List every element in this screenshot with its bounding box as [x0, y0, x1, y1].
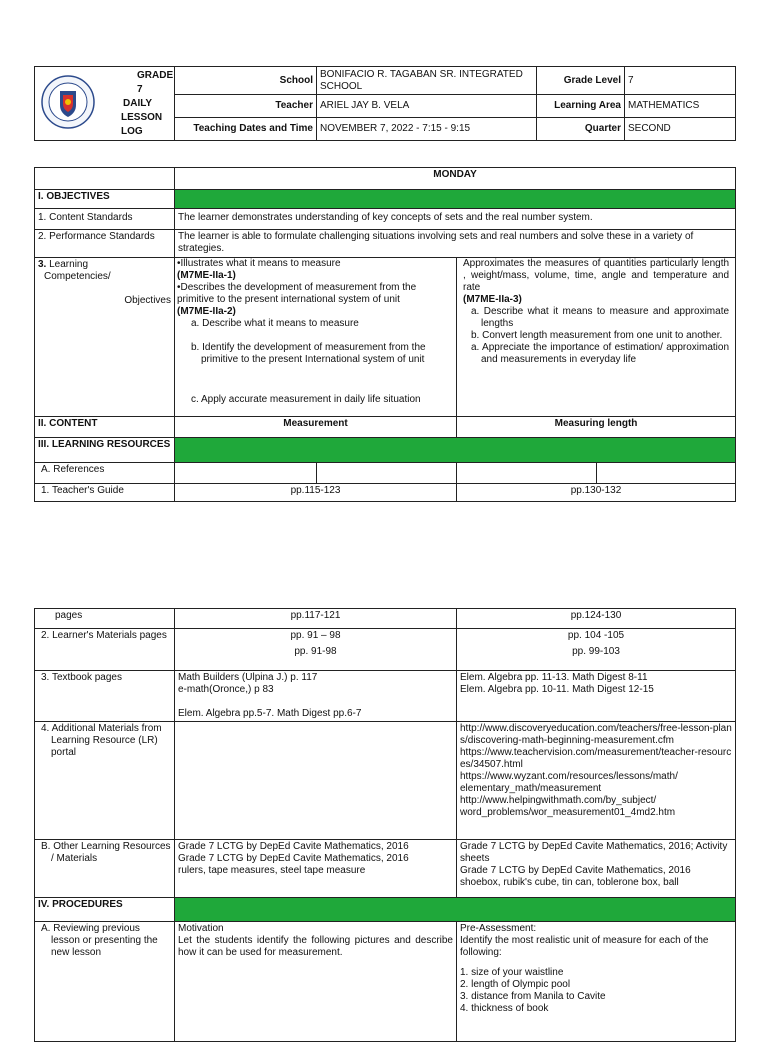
- link-teachervision[interactable]: https://www.teachervision.com/measurement/teacher-resources/34507.html: [460, 747, 732, 770]
- competencies-num: 3.: [38, 259, 47, 270]
- additional-materials-label: 4. Additional Materials from Learning Resource (LR) portal: [35, 722, 175, 840]
- review-right-1: Pre-Assessment:: [460, 923, 537, 934]
- review-right-2: Identify the most realistic unit of measure for each of the following:: [460, 935, 709, 958]
- olr-right-1: Grade 7 LCTG by DepEd Cavite Mathematics, 2016; Activity sheets: [460, 841, 728, 864]
- references-label: A. References: [35, 463, 175, 484]
- competencies-right: [457, 258, 736, 417]
- review-item: 1. size of your waistline: [460, 967, 564, 978]
- competency-code-1: (M7ME-IIa-1): [177, 270, 236, 281]
- learning-area-label: Learning Area: [537, 95, 625, 118]
- learners-materials-label: 2. Learner's Materials pages: [35, 629, 175, 671]
- learning-area-value: MATHEMATICS: [625, 95, 736, 118]
- objectives-green-bar: [175, 190, 736, 209]
- competency-code-2: (M7ME-IIa-2): [177, 306, 236, 317]
- content-right: Measuring length: [457, 417, 736, 438]
- olr-left-1: Grade 7 LCTG by DepEd Cavite Mathematics, 2016: [178, 841, 409, 852]
- header-grade: GRADE 7: [137, 70, 174, 95]
- blank-cell: [175, 463, 317, 484]
- objectives-heading: I. OBJECTIVES: [35, 190, 175, 209]
- dates-label: Teaching Dates and Time: [175, 118, 317, 141]
- competency-bullet-1: •Illustrates what it means to measure: [177, 258, 341, 269]
- review-item: 4. thickness of book: [460, 1003, 549, 1014]
- teachers-guide-right: pp.130-132: [457, 484, 736, 502]
- performance-standards-value: The learner is able to formulate challenging situations involving sets and real numbers and solve these in a variety of strategies.: [175, 230, 736, 258]
- blank-cell: [175, 722, 457, 840]
- objective-b: b. Identify the development of measurement from the primitive to the present International system of unit: [191, 342, 426, 365]
- review-left-2: Let the students identify the following pictures and describe how it can be used for measurement.: [178, 935, 453, 958]
- lm-right-2: pp. 99-103: [572, 646, 620, 657]
- blank-cell: [317, 463, 457, 484]
- link-helpingwithmath[interactable]: http://www.helpingwithmath.com/by_subject/ word_problems/wor_measurement01_4md2.htm: [460, 795, 676, 818]
- resources-heading: III. LEARNING RESOURCES: [35, 438, 175, 463]
- lesson-table-page2: [34, 608, 736, 1042]
- objective-a: a. Describe what it means to measure: [191, 318, 359, 329]
- competencies-label-1: Learning: [46, 259, 89, 270]
- competency-bullet-2: •Describes the development of measurement from the primitive to the present international system of unit: [177, 282, 417, 305]
- lesson-table-page1: [34, 167, 736, 502]
- teachers-guide-label: 1. Teacher's Guide: [35, 484, 175, 502]
- olr-left-3: rulers, tape measures, steel tape measure: [178, 865, 366, 876]
- objective-right-b: b. Convert length measurement from one unit to another.: [471, 330, 723, 341]
- link-discoveryeducation[interactable]: http://www.discoveryeducation.com/teachers/free-lesson-plans/discovering-math-beginning-measurement.cfm: [460, 723, 732, 746]
- school-value: BONIFACIO R. TAGABAN SR. INTEGRATED SCHOOL: [317, 67, 537, 95]
- competencies-label-2: Competencies/: [44, 271, 111, 282]
- additional-materials-right: [457, 722, 736, 840]
- olr-right-2: Grade 7 LCTG by DepEd Cavite Mathematics, 2016: [460, 865, 691, 876]
- objective-right-a: a. Describe what it means to measure and approximate lengths: [471, 306, 730, 329]
- textbook-label: 3. Textbook pages: [35, 671, 175, 722]
- grade-level-value: 7: [625, 67, 736, 95]
- blank-cell: [457, 463, 597, 484]
- review-item: 3. distance from Manila to Cavite: [460, 991, 606, 1002]
- pages-left: pp.117-121: [175, 609, 457, 629]
- tb-right-2: Elem. Algebra pp. 10-11. Math Digest 12-15: [460, 684, 654, 695]
- other-resources-right: [457, 840, 736, 898]
- lm-left-1: pp. 91 – 98: [290, 630, 341, 641]
- procedures-heading: IV. PROCEDURES: [35, 898, 175, 922]
- tb-left-1: Math Builders (Ulpina J.) p. 117: [178, 672, 318, 683]
- competencies-label-3: Objectives: [124, 295, 171, 306]
- competency-right-code: (M7ME-IIa-3): [463, 294, 522, 305]
- objective-c: c. Apply accurate measurement in daily life situation: [191, 394, 421, 405]
- pages-right: pp.124-130: [457, 609, 736, 629]
- header-table: [34, 66, 736, 141]
- review-item: 2. length of Olympic pool: [460, 979, 571, 990]
- competencies-label: [35, 258, 175, 417]
- content-standards-label: 1. Content Standards: [35, 209, 175, 230]
- competencies-left: [175, 258, 457, 417]
- quarter-label: Quarter: [537, 118, 625, 141]
- tb-left-2: e-math(Oronce,) p 83: [178, 684, 274, 695]
- performance-standards-label: 2. Performance Standards: [35, 230, 175, 258]
- school-label: School: [175, 67, 317, 95]
- lm-right-1: pp. 104 -105: [567, 630, 625, 641]
- content-heading: II. CONTENT: [35, 417, 175, 438]
- blank-cell: [597, 463, 736, 484]
- blank-cell: [35, 168, 175, 190]
- resources-green-bar: [175, 438, 736, 463]
- header-lesson-log: LESSON LOG: [121, 112, 163, 137]
- lm-left-2: pp. 91-98: [294, 646, 337, 657]
- teachers-guide-left: pp.115-123: [175, 484, 457, 502]
- review-left-1: Motivation: [178, 923, 224, 934]
- other-resources-label: B. Other Learning Resources / Materials: [35, 840, 175, 898]
- learners-materials-right: [457, 629, 736, 671]
- day-heading: MONDAY: [175, 168, 736, 190]
- pages-label: pages: [35, 609, 175, 629]
- objective-right-c: a. Appreciate the importance of estimation/ approximation and measurements in everyday life: [471, 342, 730, 365]
- procedures-green-bar: [175, 898, 736, 922]
- teacher-label: Teacher: [175, 95, 317, 118]
- header-daily: DAILY: [123, 98, 153, 109]
- teacher-value: ARIEL JAY B. VELA: [317, 95, 537, 118]
- tb-right-1: Elem. Algebra pp. 11-13. Math Digest 8-11: [460, 672, 648, 683]
- learners-materials-left: [175, 629, 457, 671]
- link-wyzant[interactable]: https://www.wyzant.com/resources/lessons/math/ elementary_math/measurement: [460, 771, 678, 794]
- textbook-right: [457, 671, 736, 722]
- tb-left-3: Elem. Algebra pp.5-7. Math Digest pp.6-7: [178, 708, 362, 719]
- quarter-value: SECOND: [625, 118, 736, 141]
- content-left: Measurement: [175, 417, 457, 438]
- textbook-left: [175, 671, 457, 722]
- header-logo-cell: [35, 67, 175, 141]
- competency-right-intro: Approximates the measures of quantities particularly length , weight/mass, volume, time, angle and temperature and rate: [463, 258, 730, 293]
- grade-level-label: Grade Level: [537, 67, 625, 95]
- review-label: A. Reviewing previous lesson or presenting the new lesson: [35, 922, 175, 1042]
- other-resources-left: [175, 840, 457, 898]
- olr-left-2: Grade 7 LCTG by DepEd Cavite Mathematics, 2016: [178, 853, 409, 864]
- dates-value: NOVEMBER 7, 2022 - 7:15 - 9:15: [317, 118, 537, 141]
- olr-right-3: shoebox, rubik's cube, tin can, toblerone box, ball: [460, 877, 679, 888]
- deped-seal-icon: [41, 75, 95, 129]
- content-standards-value: The learner demonstrates understanding of key concepts of sets and the real number system.: [175, 209, 736, 230]
